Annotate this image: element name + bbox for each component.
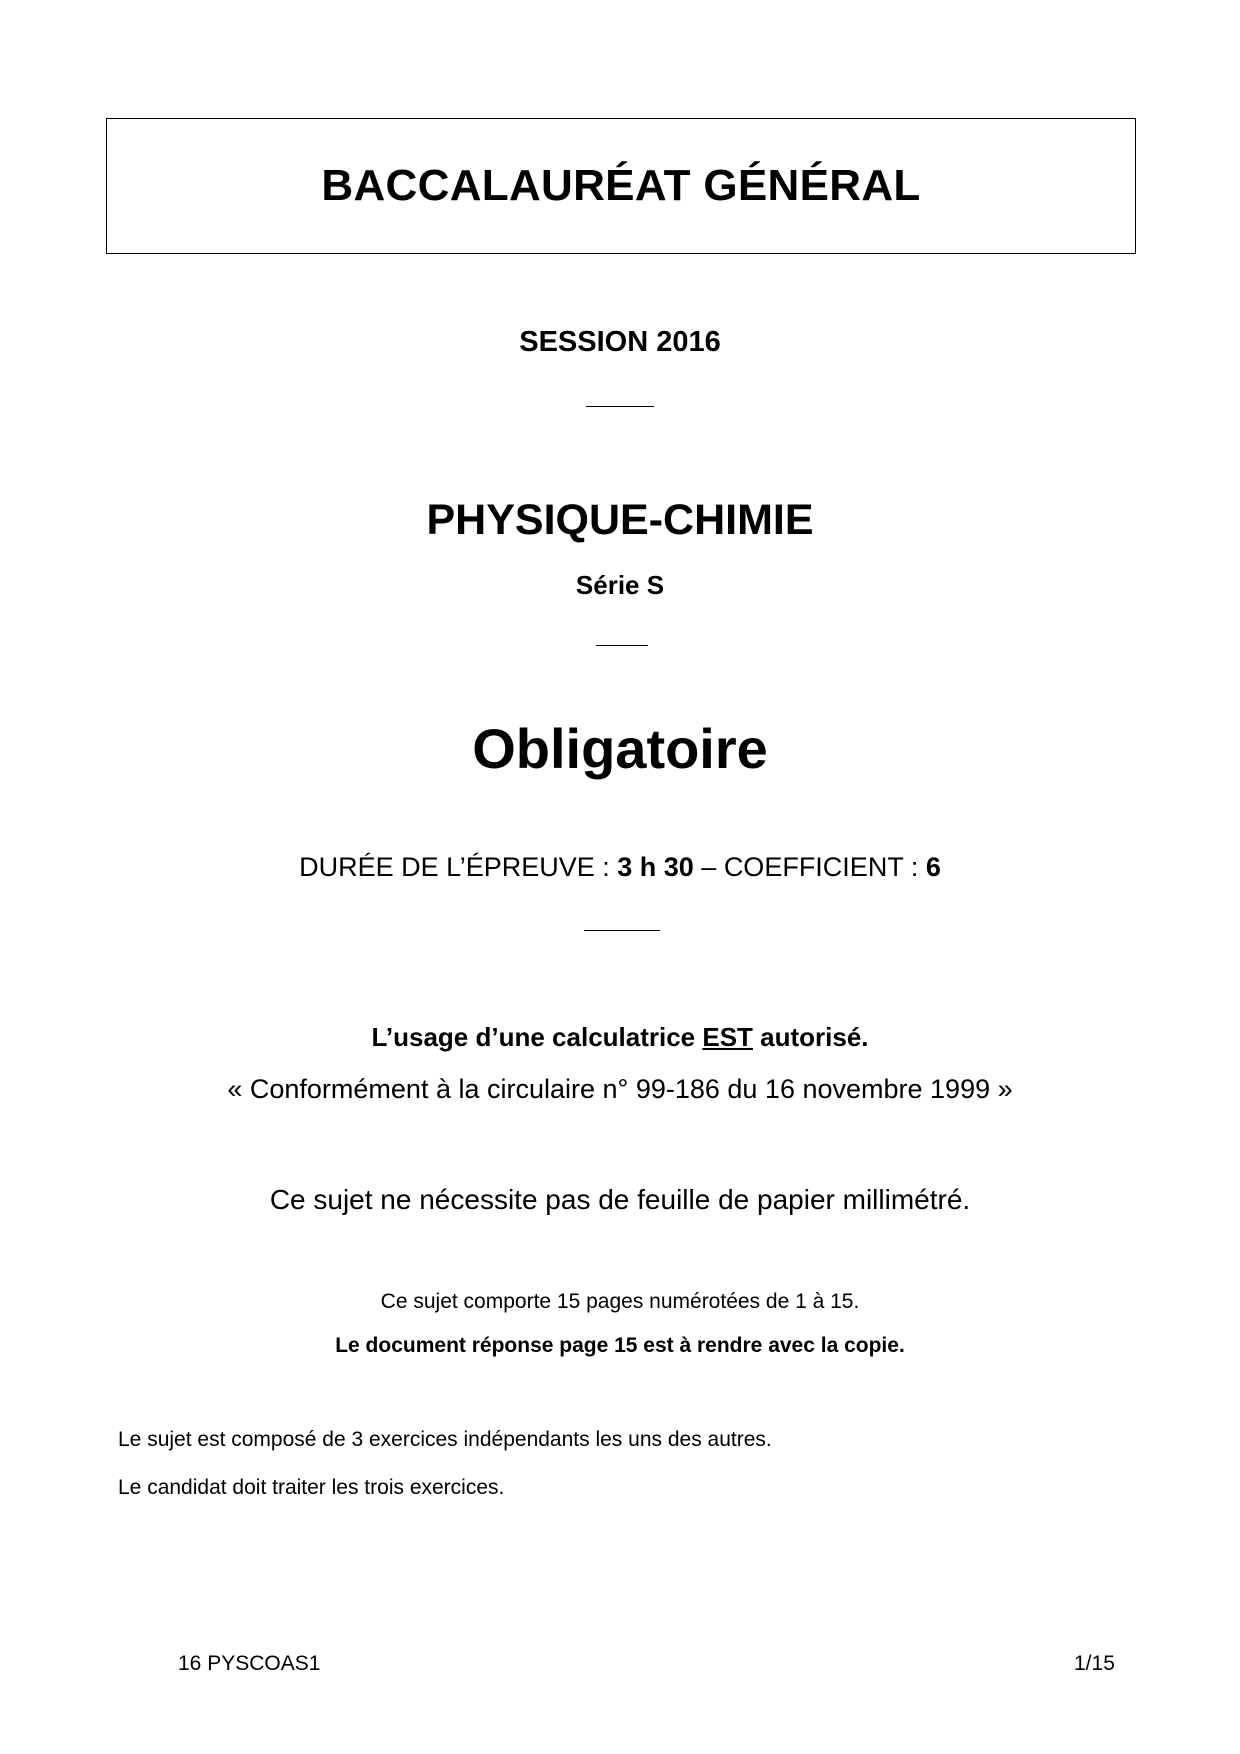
duration-label: DURÉE DE L’ÉPREUVE :: [299, 852, 618, 882]
circular-reference: « Conformément à la circulaire n° 99-186 du 16 novembre 1999 »: [227, 1074, 1013, 1104]
subject-name: PHYSIQUE-CHIMIE: [426, 496, 814, 544]
calculator-suffix: autorisé.: [752, 1022, 869, 1052]
divider: [584, 930, 660, 931]
duration-value: 3 h 30: [617, 852, 694, 882]
divider: [596, 645, 648, 646]
session-label: SESSION 2016: [519, 326, 721, 358]
answer-document-note: Le document réponse page 15 est à rendre avec la copie.: [335, 1334, 905, 1357]
page-number: 1/15: [1074, 1652, 1115, 1675]
coefficient-value: 6: [925, 852, 941, 882]
footer-code: 16 PYSCOAS1: [178, 1652, 321, 1675]
exam-title: BACCALAURÉAT GÉNÉRAL: [321, 161, 921, 210]
instruction-line: Le sujet est composé de 3 exercices indépendants les uns des autres.: [118, 1428, 772, 1451]
duration-line: [0, 852, 1240, 883]
pages-note: Ce sujet comporte 15 pages numérotées de 1 à 15.: [380, 1290, 860, 1313]
serie-label: Série S: [575, 570, 665, 600]
divider: [586, 406, 654, 407]
calculator-emphasis: EST: [702, 1022, 753, 1052]
instruction-line: Le candidat doit traiter les trois exercices.: [118, 1476, 505, 1499]
calculator-prefix: L’usage d’une calculatrice: [371, 1022, 703, 1052]
paper-note: Ce sujet ne nécessite pas de feuille de papier millimétré.: [269, 1184, 971, 1215]
coefficient-label: COEFFICIENT :: [723, 852, 926, 882]
title-box: [106, 118, 1136, 254]
option-label: Obligatoire: [472, 717, 768, 780]
duration-separator: –: [693, 852, 724, 882]
calculator-line: [0, 1022, 1240, 1053]
